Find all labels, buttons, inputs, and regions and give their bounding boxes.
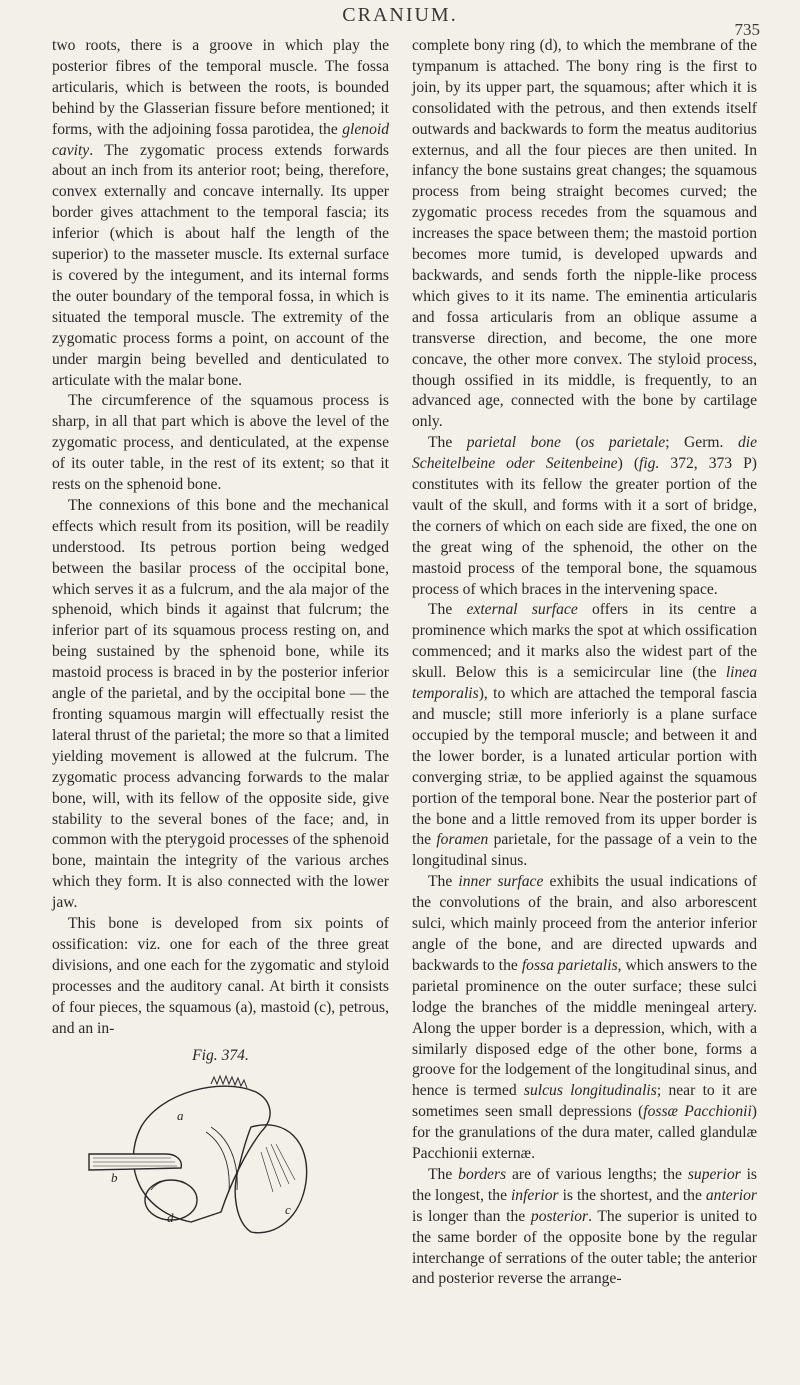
- term-external-surface: external surface: [466, 601, 578, 619]
- paragraph: The inner surface exhibits the usual indications of the convolutions of the brain, and also arborescent sulci, which mainly proceed from the anterior inferior angle of the bone, and are directed upwards and backwards to the fossa parietalis, which answers to the parietal prominence on the outer surface; these sulci lodge the branches of the middle meningeal artery. Along the upper border is a depression, which, with a similarly disposed edge of the other bone, forms a groove for the lodgement of the longitudinal sinus, and hence is termed sulcus longitudinalis; near to it are sometimes seen small depressions (fossæ Pacchionii) for the granulations of the dura mater, called glandulæ Pacchionii externæ.: [412, 873, 757, 1163]
- paragraph: The connexions of this bone and the mechanical effects which result from its position, will be readily understood. Its petrous portion being wedged between the basilar process of the occipital bone, which serves it as a fulcrum, and the ala major of the sphenoid, which binds it against that fulcrum; the inferior part of its squamous process resting on, and being sustained by the sphenoid bone, while its mastoid process is braced in by the posterior inferior angle of the parietal, and by the occipital bone — the fronting squamous margin will effectually resist the lateral thrust of the parietal; the more so that a limited yielding movement is allowed at the fulcrum. The zygomatic process advancing forwards to the malar bone, will, with its fellow of the opposite side, give stability to the several bones of the face; and, in common with the pterygoid processes of the sphenoid bone, maintain the integrity of the various arches which they form. It is also connected with the lower jaw.: [52, 496, 389, 912]
- figure-label-c: c: [284, 1202, 291, 1218]
- term-fossae-pacchionii: fossæ Pacchionii: [643, 1103, 752, 1121]
- term-foramen: foramen: [436, 831, 489, 849]
- term-parietal-bone: parietal bone: [466, 434, 561, 452]
- term-superior: superior: [687, 1165, 741, 1183]
- figure-label-b: b: [110, 1170, 117, 1186]
- paragraph: two roots, there is a groove in which play the posterior fibres of the temporal muscle. The fossa articularis, which is between the roots, is bounded behind by the Glasserian fissure before mentioned; it forms, with the adjoining fossa parotidea, the glenoid cavity. The zygomatic process extends forwards about an inch from its anterior root; being, therefore, convex externally and concave internally. Its upper border gives attachment to the temporal fascia; its inferior (which is about half the length of the superior) to the masseter muscle. Its external surface is covered by the integument, and its internal forms the outer boundary of the temporal fossa, in which is situated the temporal muscle. The extremity of the zygomatic process forms a point, on account of the under margin being bevelled and denticulated to articulate with the malar bone.: [52, 37, 389, 389]
- paragraph: The external surface offers in its centre a prominence which marks the spot at which ossification commenced; and it marks also the widest part of the skull. Below this is a semicircular line (the linea temporalis), to which are attached the temporal fascia and muscle; still more inferiorly is a plane surface occupied by the temporal muscle; and between it and the lower border, is a lunated articular portion with converging striæ, to be applied against the squamous portion of the temporal bone. Near the posterior part of the bone and a little removed from its upper border is the foramen parietale, for the passage of a vein to the longitudinal sinus.: [412, 601, 757, 870]
- page-number: 735: [734, 20, 760, 39]
- term-inferior: inferior: [510, 1186, 559, 1204]
- term-sulcus-longitudinalis: sulcus longitudinalis: [523, 1082, 657, 1100]
- figure-label-a: a: [176, 1108, 183, 1124]
- right-column: [412, 36, 757, 1290]
- term-linea-temporalis: linea temporalis: [412, 664, 757, 703]
- figure-caption: Fig. 374.: [192, 1046, 249, 1064]
- term-fossa-parietalis: fossa parietalis: [521, 956, 618, 974]
- figure-label-d: d: [166, 1210, 173, 1226]
- paragraph: The borders are of various lengths; the superior is the longest, the inferior is the shortest, and the anterior is longer than the posterior. The superior is united to the same border of the opposite bone by the regular interchange of serrations of the outer table; the anterior and posterior reverse the arrange-: [412, 1165, 757, 1288]
- page-header: [0, 0, 800, 40]
- mastoid-piece-outline: [235, 1125, 306, 1233]
- paragraph: The circumference of the squamous process is sharp, in all that part which is above the level of the zygomatic process, and denticulated, at the expense of its outer table, in the rest of its extent; so that it rests on the sphenoid bone.: [52, 392, 389, 494]
- term-german-name: die Scheitelbeine oder Seitenbeine: [412, 434, 757, 473]
- paragraph: complete bony ring (d), to which the membrane of the tympanum is attached. The bony ring is the first to join, by its upper part, the squamous; after which it is consolidated with the petrous, and then extends itself outwards and backwards to form the meatus auditorius externus, and all the four pieces are then united. In infancy the bone sustains great changes; the squamous process from being straight becomes curved; the zygomatic process recedes from the squamous and increases the space between them; the mastoid portion becomes more tumid, is developed upwards and backwards, and sends forth the nipple-like process which gives to it its name. The eminentia articularis and fossa articularis from an oblique assume a transverse direction, and become, the one more concave, the other more convex. The styloid process, though ossified in its middle, is frequently, to an advanced age, connected with the bone by cartilage only.: [412, 37, 757, 431]
- term-glenoid-cavity: glenoid cavity: [52, 120, 389, 159]
- paragraph: The parietal bone (os parietale; Germ. die Scheitelbeine oder Seitenbeine) (fig. 372, 373 P) constitutes with its fellow the greater portion of the vault of the skull, and forms with it a sort of bridge, the corners of which on each side are fixed, the one on the great wing of the sphenoid, the other on the mastoid process of the temporal bone, the squamous process of which braces in the intervening space.: [412, 434, 757, 598]
- term-os-parietale: os parietale: [580, 434, 666, 452]
- temporal-bone-drawing: [71, 1072, 371, 1242]
- term-borders: borders: [458, 1165, 507, 1183]
- running-title: CRANIUM.: [342, 4, 458, 26]
- term-posterior: posterior: [530, 1207, 589, 1225]
- figure-reference: fig.: [639, 455, 660, 473]
- term-anterior: anterior: [705, 1186, 757, 1204]
- mastoid-hatching: [261, 1144, 295, 1192]
- paragraph: This bone is developed from six points of ossification: viz. one for each of the three great divisions, and one each for the zygomatic and styloid processes and the auditory canal. At birth it consists of four pieces, the squamous (a), mastoid (c), petrous, and an in-: [52, 915, 389, 1037]
- term-inner-surface: inner surface: [458, 873, 544, 891]
- left-column: [52, 36, 389, 1242]
- figure-374-temporal-bone-illustration: [71, 1072, 371, 1242]
